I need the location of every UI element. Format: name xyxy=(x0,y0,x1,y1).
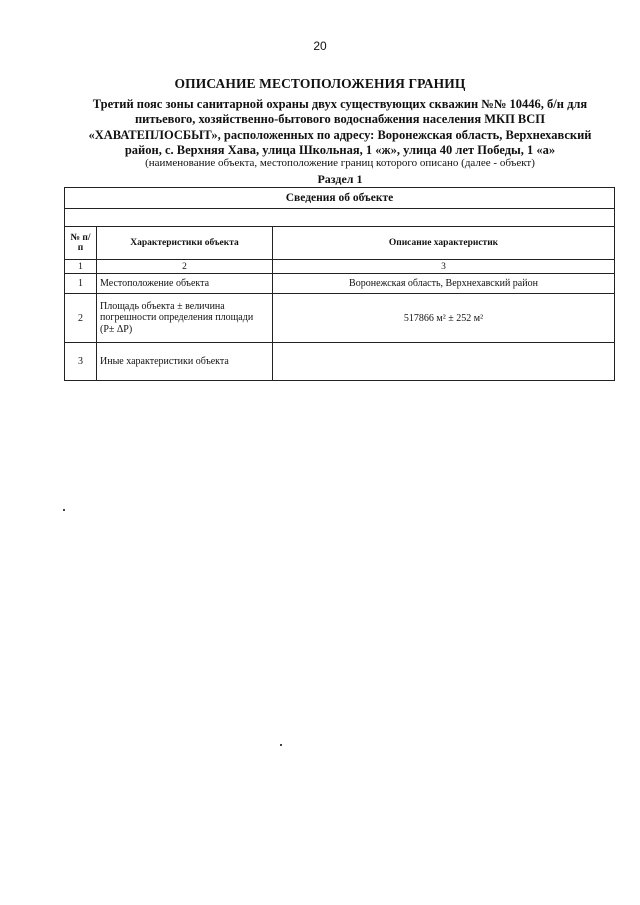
document-title: ОПИСАНИЕ МЕСТОПОЛОЖЕНИЯ ГРАНИЦ xyxy=(174,76,466,91)
page-number: 20 xyxy=(313,39,327,53)
scan-speck xyxy=(280,744,282,746)
row-description xyxy=(273,343,615,381)
column-header-description: Описание характеристик xyxy=(273,227,615,260)
section-label: Раздел 1 xyxy=(317,172,363,186)
row-number: 2 xyxy=(65,294,97,343)
object-name-note: (наименование объекта, местоположение границ которого описано (далее - объект) xyxy=(145,157,535,169)
table-blank-row xyxy=(65,209,615,227)
row-characteristic: Площадь объекта ± величина погрешности определения площади (Р± ΔР) xyxy=(97,294,273,343)
column-header-characteristic: Характеристики объекта xyxy=(97,227,273,260)
row-description: 517866 м² ± 252 м² xyxy=(273,294,615,343)
row-characteristic: Местоположение объекта xyxy=(97,274,273,294)
row-number: 3 xyxy=(65,343,97,381)
column-number-2: 2 xyxy=(97,260,273,274)
table-header-row xyxy=(65,188,615,209)
scan-speck xyxy=(63,509,65,511)
column-number-3: 3 xyxy=(273,260,615,274)
object-description: Третий пояс зоны санитарной охраны двух существующих скважин №№ 10446, б/н для питьевого, хозяйственно-бытового водоснабжения населения МКП ВСП «ХАВАТЕПЛОСБЫТ», расположенных по адресу: Воронежская область, Верхнехавский район, с. Верхняя Хава, улица Школьная, 1 «ж», улица 40 лет Победы, 1 «а» xyxy=(88,97,592,157)
row-characteristic: Иные характеристики объекта xyxy=(97,343,273,381)
column-header-num: № п/п xyxy=(65,227,97,260)
column-number-row xyxy=(65,260,615,274)
table-header: Сведения об объекте xyxy=(65,188,615,209)
object-info-table xyxy=(64,187,615,381)
table-row xyxy=(65,274,615,294)
column-number-1: 1 xyxy=(65,260,97,274)
blank-cell xyxy=(65,209,615,227)
table-row xyxy=(65,294,615,343)
row-number: 1 xyxy=(65,274,97,294)
column-header-row xyxy=(65,227,615,260)
table-row xyxy=(65,343,615,381)
row-description: Воронежская область, Верхнехавский район xyxy=(273,274,615,294)
